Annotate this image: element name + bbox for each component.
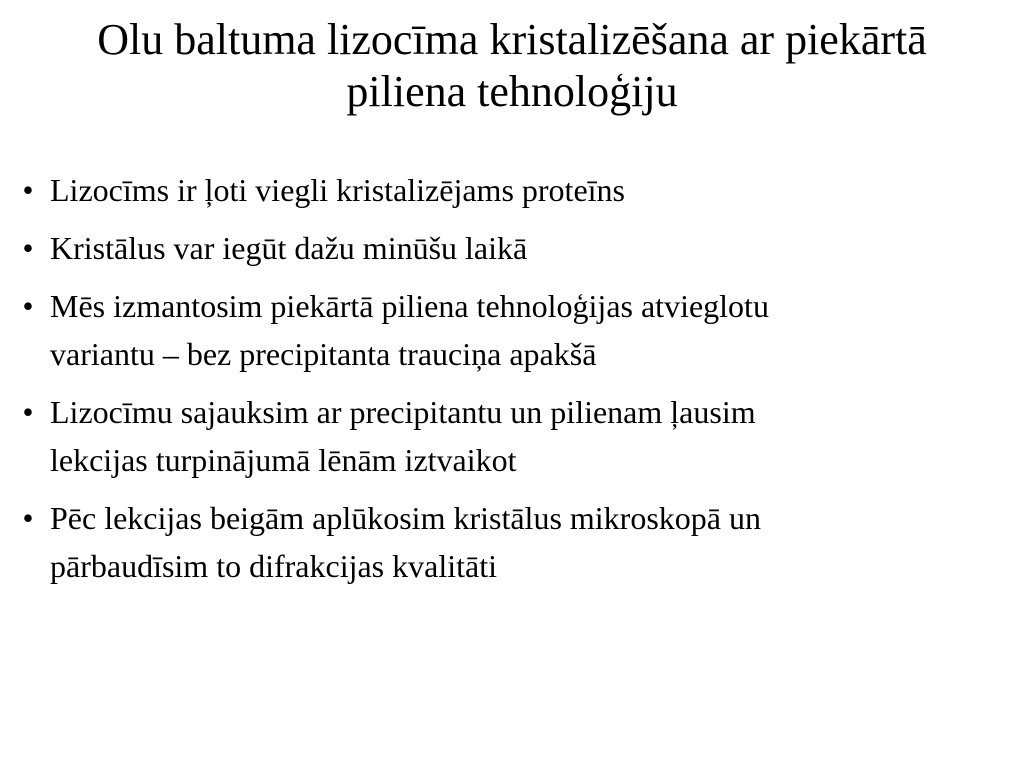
bullet-text-line-1: Pēc lekcijas beigām aplūkosim kristālus mikroskopā un [50, 500, 761, 536]
bullet-dot-icon: • [22, 500, 34, 536]
slide-title-line-1: Olu baltuma lizocīma kristalizēšana ar piekārtā [97, 15, 927, 64]
bullet-dot-icon: • [22, 394, 34, 430]
slide-title [20, 14, 1004, 118]
bullet-list [16, 166, 1006, 600]
bullet-dot-icon: • [22, 288, 34, 324]
bullet-text-line-1: Lizocīmu sajauksim ar precipitantu un pilienam ļausim [50, 394, 756, 430]
bullet-text-line-2: variantu – bez precipitanta trauciņa apakšā [50, 336, 597, 372]
bullet-item-4 [16, 388, 1006, 484]
bullet-item-1 [16, 166, 1006, 214]
bullet-text-line-1: Mēs izmantosim piekārtā piliena tehnoloģijas atvieglotu [50, 288, 769, 324]
bullet-dot-icon: • [22, 230, 34, 266]
bullet-text-line-2: pārbaudīsim to difrakcijas kvalitāti [50, 548, 497, 584]
bullet-item-5 [16, 494, 1006, 590]
bullet-text: Lizocīms ir ļoti viegli kristalizējams proteīns [50, 172, 625, 208]
bullet-dot-icon: • [22, 172, 34, 208]
slide-title-line-2: piliena tehnoloģiju [346, 67, 678, 116]
bullet-text: Kristālus var iegūt dažu minūšu laikā [50, 230, 528, 266]
bullet-text-line-2: lekcijas turpinājumā lēnām iztvaikot [50, 442, 517, 478]
bullet-item-3 [16, 282, 1006, 378]
bullet-item-2 [16, 224, 1006, 272]
